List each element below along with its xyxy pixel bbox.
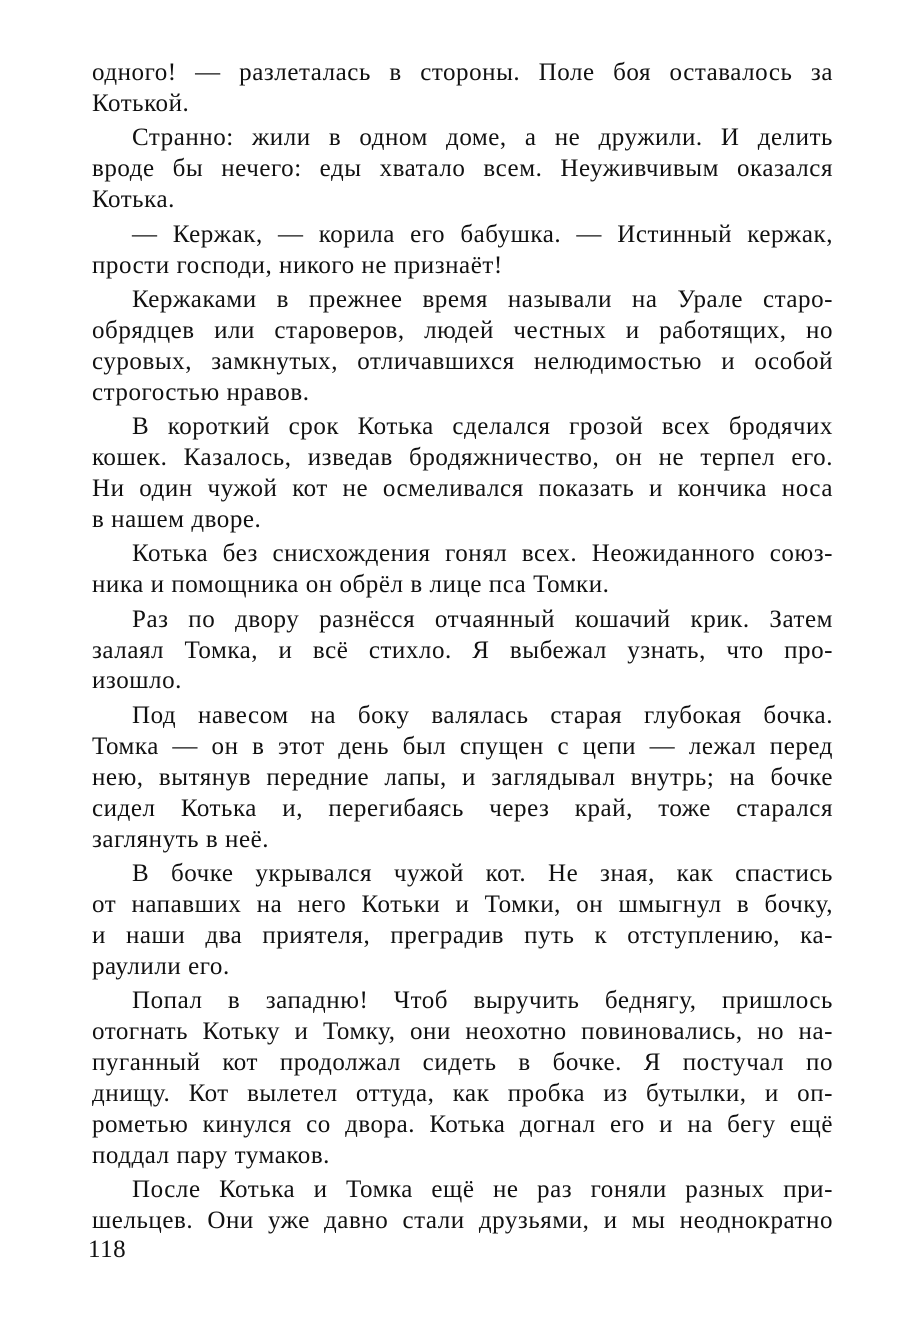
text-line: в нашем дворе.: [92, 505, 262, 533]
text-line: рометью кинулся со двора. Котька догнал его и на бегу ещё: [92, 1110, 833, 1138]
paragraph: [92, 539, 833, 601]
page-number: 118: [88, 1236, 127, 1263]
text-line: В бочке укрывался чужой кот. Не зная, как спастись: [132, 860, 833, 888]
text-line: Попал в западню! Чтоб выручить беднягу, пришлось: [132, 987, 833, 1015]
text-line: днищу. Кот вылетел оттуда, как пробка из бутылки, и оп-: [92, 1079, 833, 1107]
paragraph: [92, 859, 833, 983]
text-line: Странно: жили в одном доме, а не дружили. И делить: [132, 124, 833, 152]
text-line: пуганный кот продолжал сидеть в бочке. Я постучал по: [92, 1048, 833, 1076]
text-line: и наши два приятеля, преградив путь к отступлению, ка-: [92, 921, 833, 949]
text-line: от напавших на него Котьки и Томки, он шмыгнул в бочку,: [92, 890, 833, 918]
text-line: сидел Котька и, перегибаясь через край, тоже старался: [92, 794, 833, 822]
paragraph: [92, 412, 833, 536]
body-text: [92, 58, 833, 1237]
text-line: обрядцев или староверов, людей честных и работящих, но: [92, 316, 833, 344]
paragraph: [92, 986, 833, 1171]
text-line: Под навесом на боку валялась старая глубокая бочка.: [132, 701, 833, 729]
paragraph: [92, 1175, 833, 1237]
text-line: Кержаками в прежнее время называли на Урале старо-: [132, 286, 833, 314]
text-line: поддал пару тумаков.: [92, 1141, 330, 1169]
paragraph: [92, 58, 833, 120]
text-line: заглянуть в неё.: [92, 825, 270, 853]
text-line: Раз по двору разнёсся отчаянный кошачий крик. Затем: [132, 605, 833, 633]
text-line: изошло.: [92, 667, 182, 695]
text-line: ника и помощника он обрёл в лице пса Томки.: [92, 571, 610, 599]
text-line: кошек. Казалось, изведав бродяжничество, он не терпел его.: [92, 444, 833, 472]
text-line: Томка — он в этот день был спущен с цепи — лежал перед: [92, 732, 833, 760]
paragraph: [92, 285, 833, 409]
text-line: После Котька и Томка ещё не раз гоняли разных при-: [132, 1176, 833, 1204]
text-line: — Кержак, — корила его бабушка. — Истинный кержак,: [132, 220, 833, 248]
text-line: В короткий срок Котька сделался грозой всех бродячих: [132, 413, 833, 441]
text-line: Котькой.: [92, 89, 190, 117]
paragraph: [92, 605, 833, 698]
text-line: суровых, замкнутых, отличавшихся нелюдимостью и особой: [92, 347, 833, 375]
text-line: залаял Томка, и всё стихло. Я выбежал узнать, что про-: [92, 636, 833, 664]
text-line: строгостью нравов.: [92, 378, 310, 406]
paragraph: [92, 220, 833, 282]
text-line: Котька.: [92, 186, 175, 214]
text-line: Котька без снисхождения гонял всех. Неожиданного союз-: [132, 540, 833, 568]
text-line: одного! — разлеталась в стороны. Поле боя оставалось за: [92, 59, 833, 86]
paragraph: [92, 123, 833, 216]
text-line: вроде бы нечего: еды хватало всем. Неуживчивым оказался: [92, 155, 833, 183]
text-line: отогнать Котьку и Томку, они неохотно повиновались, но на-: [92, 1018, 833, 1046]
text-line: раулили его.: [92, 952, 230, 980]
text-line: нею, вытянув передние лапы, и заглядывал внутрь; на бочке: [92, 763, 833, 791]
text-line: Ни один чужой кот не осмеливался показать и кончика носа: [92, 474, 833, 502]
text-line: прости господи, никого не признаёт!: [92, 251, 503, 279]
text-line: шельцев. Они уже давно стали друзьями, и мы неоднократно: [92, 1207, 833, 1234]
paragraph: [92, 701, 833, 855]
